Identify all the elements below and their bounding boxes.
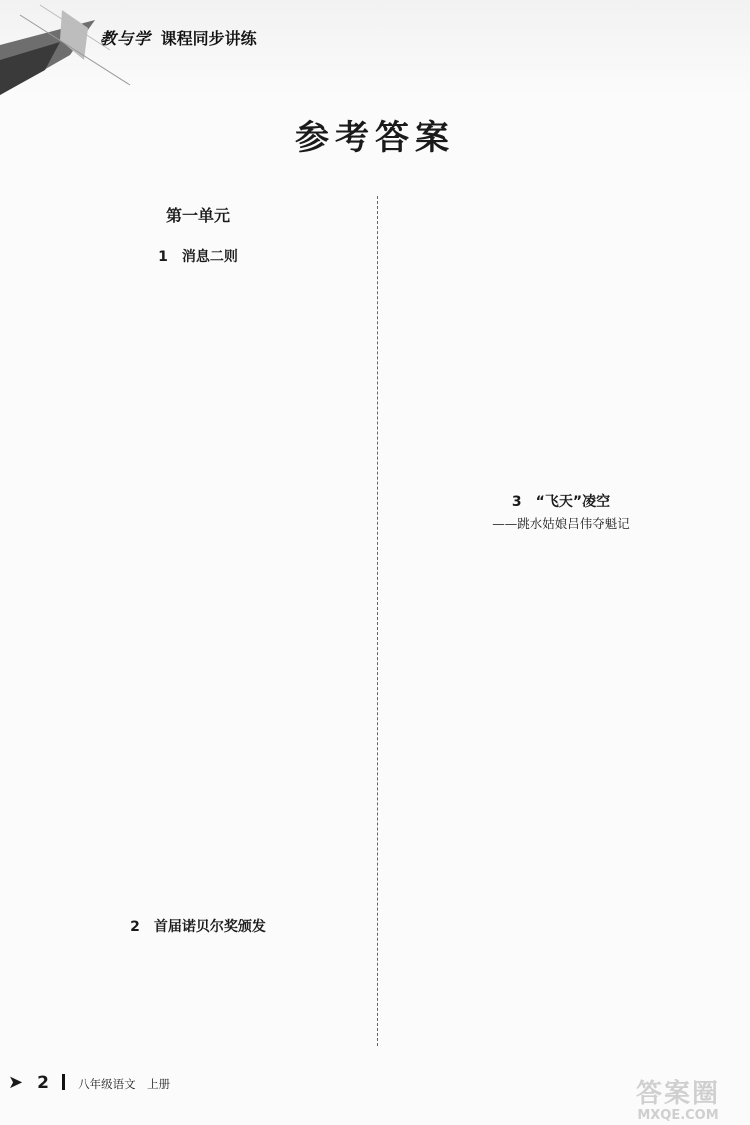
unit-heading: 第一单元 [165, 206, 230, 225]
brand-logo: 教与学 [100, 29, 152, 48]
section-heading: 2 首届诺贝尔奖颁发 [130, 919, 266, 935]
section-heading: 3 “飞天”凌空 [511, 494, 611, 510]
header-band [0, 0, 750, 95]
watermark-url: MXQE.COM [637, 1108, 719, 1123]
book-label: 八年级语文 上册 [78, 1077, 171, 1091]
arrow-icon: ➤ [8, 1072, 24, 1093]
page-number: 2 [37, 1073, 49, 1093]
footer-separator [62, 1074, 65, 1090]
series-brand [100, 28, 257, 50]
section-heading: 1 消息二则 [158, 249, 238, 265]
page-footer [8, 1071, 170, 1095]
page-title: 参考答案 [295, 118, 455, 158]
watermark-text: 答案圈 [635, 1079, 720, 1109]
section-subtitle: ——跳水姑娘吕伟夺魁记 [492, 516, 630, 531]
watermark [618, 1080, 738, 1123]
series-name: 课程同步讲练 [160, 29, 257, 48]
column-divider [377, 196, 378, 1046]
